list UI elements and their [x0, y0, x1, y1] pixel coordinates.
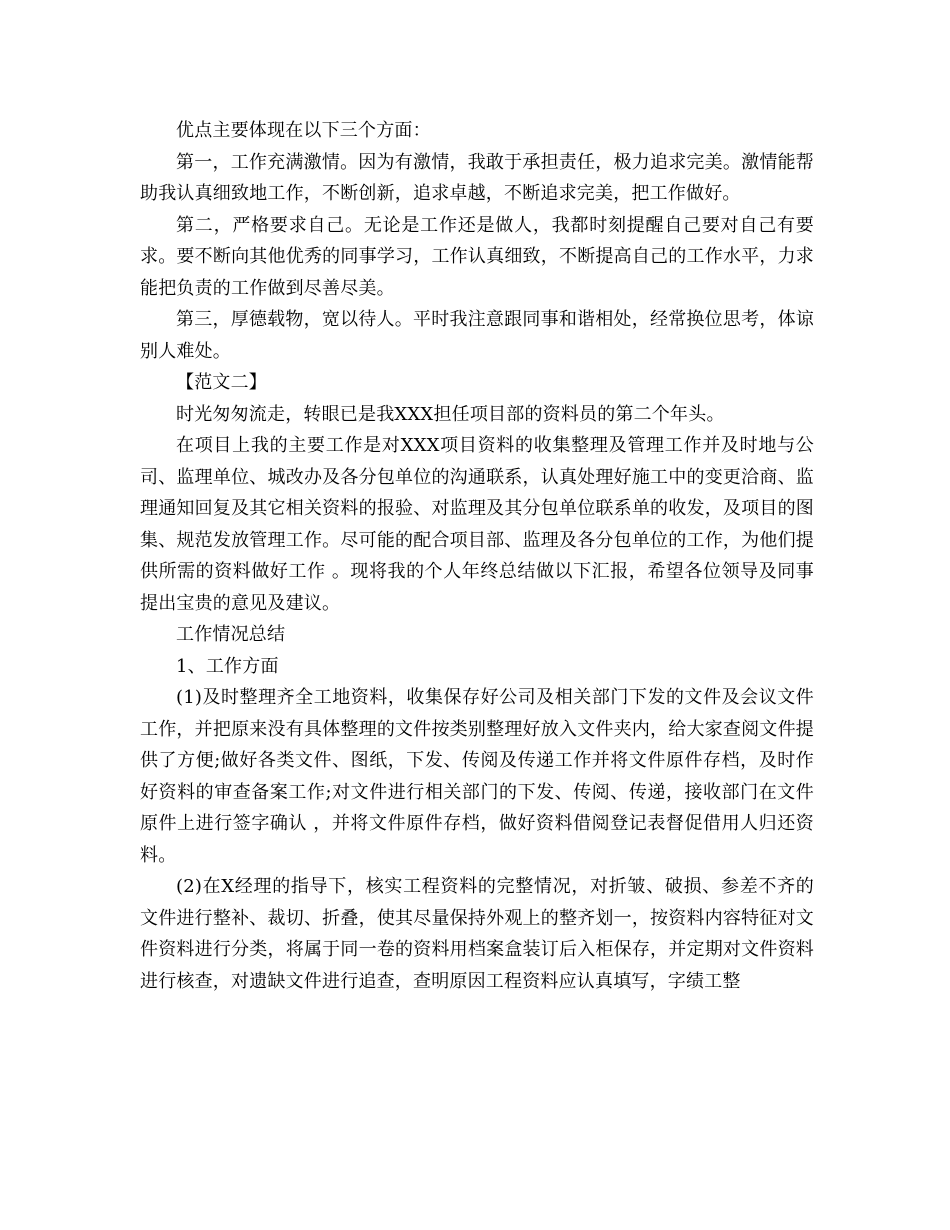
paragraph-point-one: 第一，工作充满激情。因为有激情，我敢于承担责任，极力追求完美。激情能帮助我认真细致地工作，不断创新，追求卓越，不断追求完美，把工作做好。 [140, 151, 814, 204]
section-heading-work-summary: 工作情况总结 [176, 624, 286, 645]
paragraph-opening: 时光匆匆流走，转眼已是我XXX担任项目部的资料员的第二个年头。 [176, 403, 725, 425]
paragraph-intro: 优点主要体现在以下三个方面： [176, 120, 431, 141]
subheading-work-aspects: 1、工作方面 [176, 655, 279, 677]
section-heading-sample-two: 【范文二】 [176, 372, 267, 393]
paragraph-item-two: (2)在X经理的指导下，核实工程资料的完整情况，对折皱、破损、参差不齐的文件进行整补、裁切、折叠，使其尽量保持外观上的整齐划一，按资料内容特征对文件资料进行分类，将属于同一卷的资料用档案盒装订后入柜保存，并定期对文件资料进行核查，对遗缺文件进行追查，查明原因工程资料应认真填写，字绩工整 [140, 876, 814, 992]
document-page [140, 115, 814, 997]
paragraph-point-two: 第二，严格要求自己。无论是工作还是做人，我都时刻提醒自己要对自己有要求。要不断向其他优秀的同事学习，工作认真细致，不断提高自己的工作水平，力求能把负责的工作做到尽善尽美。 [140, 214, 814, 299]
paragraph-point-three: 第三，厚德载物，宽以待人。平时我注意跟同事和谐相处，经常换位思考，体谅别人难处。 [140, 309, 814, 362]
paragraph-item-one: (1)及时整理齐全工地资料，收集保存好公司及相关部门下发的文件及会议文件工作，并把原来没有具体整理的文件按类别整理好放入文件夹内，给大家查阅文件提供了方便;做好各类文件、图纸，下发、传阅及传递工作并将文件原件存档，及时作好资料的审查备案工作;对文件进行相关部门的下发、传阅、传递，接收部门在文件原件上进行签字确认 ，并将文件原件存档，做好资料借阅登记表督促借用人归还资料。 [140, 687, 814, 866]
paragraph-main-duties: 在项目上我的主要工作是对XXX项目资料的收集整理及管理工作并及时地与公司、监理单位、城改办及各分包单位的沟通联系，认真处理好施工中的变更洽商、监理通知回复及其它相关资料的报验、对监理及其分包单位联系单的收发，及项目的图集、规范发放管理工作。尽可能的配合项目部、监理及各分包单位的工作，为他们提供所需的资料做好工作 。现将我的个人年终总结做以下汇报，希望各位领导及同事提出宝贵的意见及建议。 [140, 435, 814, 614]
